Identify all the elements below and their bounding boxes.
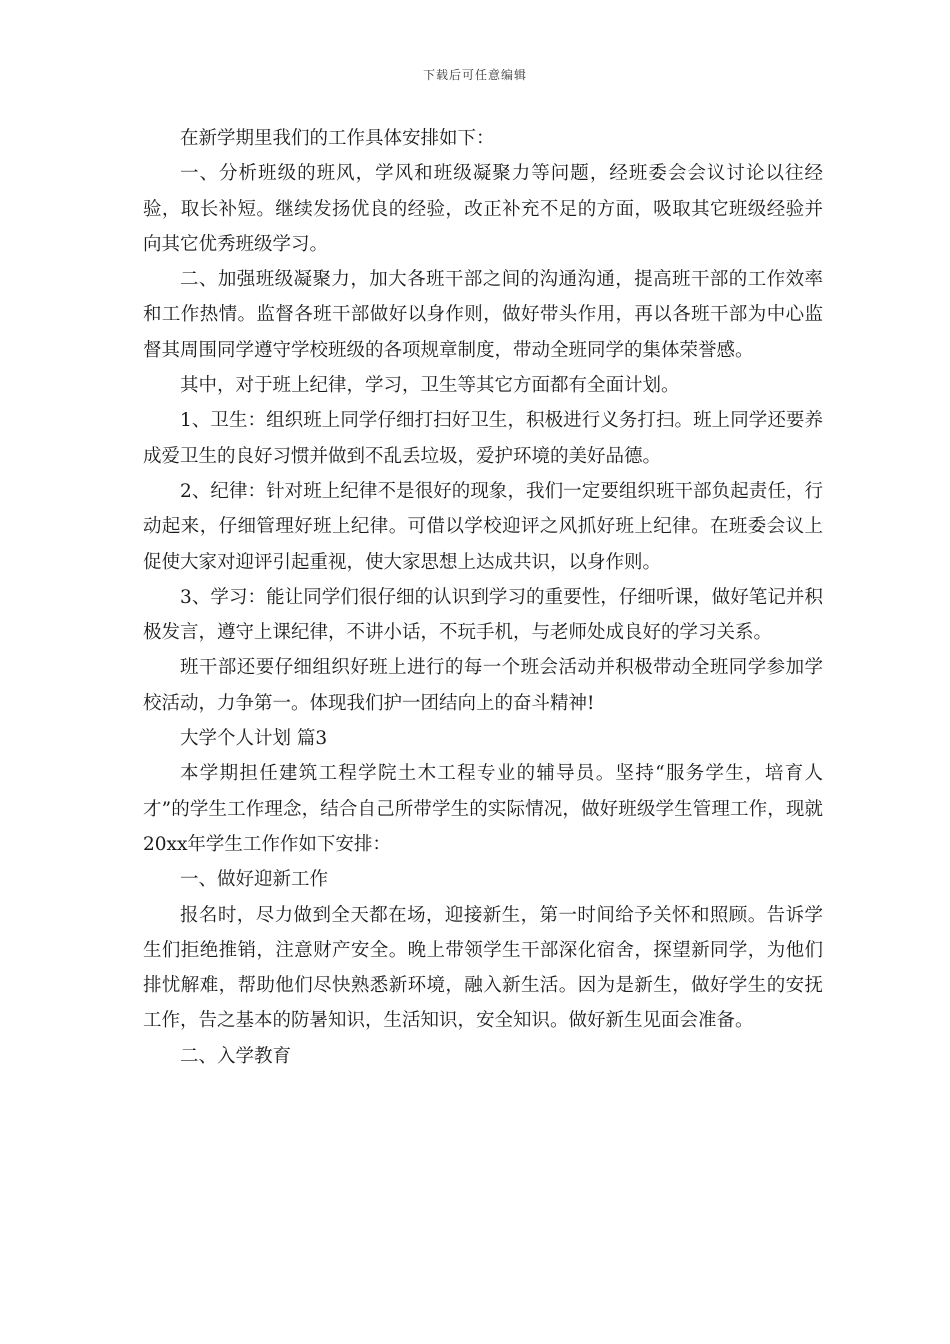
subheading-orientation: 一、做好迎新工作 xyxy=(180,869,329,891)
page-header: 下载后可任意编辑 xyxy=(422,68,527,82)
paragraph-activities: 班干部还要仔细组织好班上进行的每一个班会活动并积极带动全班同学参加学校活动，力争第一。体现我们护一团结向上的奋斗精神! xyxy=(143,657,823,714)
section-heading: 大学个人计划 篇3 xyxy=(180,728,328,750)
paragraph-discipline: 2、纪律：针对班上纪律不是很好的现象，我们一定要组织班干部负起责任，行动起来，仔细管理好班上纪律。可借以学校迎评之风抓好班上纪律。在班委会议上促使大家对迎评引起重视，使大家思想上达成共识，以身作则。 xyxy=(143,480,823,573)
subheading-education: 二、入学教育 xyxy=(180,1045,292,1067)
document-body xyxy=(143,121,823,1074)
paragraph-orientation: 报名时，尽力做到全天都在场，迎接新生，第一时间给予关怀和照顾。告诉学生们拒绝推销，注意财产安全。晚上带领学生干部深化宿舍，探望新同学，为他们排忧解难，帮助他们尽快熟悉新环境，融入新生活。因为是新生，做好学生的安抚工作，告之基本的防暑知识，生活知识，安全知识。做好新生见面会准备。 xyxy=(143,904,823,1032)
paragraph-item-2: 二、加强班级凝聚力，加大各班干部之间的沟通沟通，提高班干部的工作效率和工作热情。监督各班干部做好以身作则，做好带头作用，再以各班干部为中心监督其周围同学遵守学校班级的各项规章制度，带动全班同学的集体荣誉感。 xyxy=(143,269,823,361)
paragraph-item-1: 一、分析班级的班风，学风和班级凝聚力等问题，经班委会会议讨论以往经验，取长补短。继续发扬优良的经验，改正补充不足的方面，吸取其它班级经验并向其它优秀班级学习。 xyxy=(143,163,823,255)
paragraph-intro: 在新学期里我们的工作具体安排如下： xyxy=(180,128,495,149)
paragraph-study: 3、学习：能让同学们很仔细的认识到学习的重要性，仔细听课，做好笔记并积极发言，遵守上课纪律，不讲小话，不玩手机，与老师处成良好的学习关系。 xyxy=(143,586,823,644)
paragraph-counselor-intro: 本学期担任建筑工程学院土木工程专业的辅导员。坚持“服务学生，培育人才”的学生工作理念，结合自己所带学生的实际情况，做好班级学生管理工作，现就20xx年学生工作作如下安排： xyxy=(143,763,823,855)
paragraph-hygiene: 1、卫生：组织班上同学仔细打扫好卫生，积极进行义务打扫。班上同学还要养成爱卫生的良好习惯并做到不乱丢垃圾，爱护环境的美好品德。 xyxy=(143,410,823,467)
paragraph-plan-summary: 其中，对于班上纪律，学习，卫生等其它方面都有全面计划。 xyxy=(180,375,680,397)
